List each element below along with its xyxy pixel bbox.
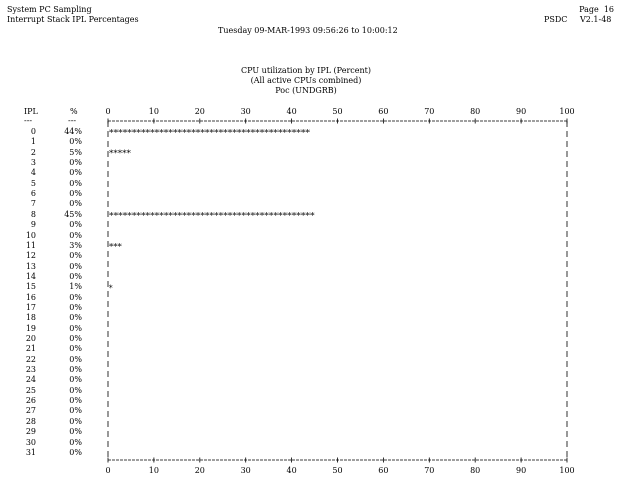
percent-label: 0% (69, 292, 82, 302)
percent-label: 3% (69, 240, 82, 250)
date-range: Tuesday 09-MAR-1993 09:56:26 to 10:00:12 (218, 26, 398, 35)
product-version: V2.1-48 (580, 15, 612, 24)
ipl-label: 22 (25, 354, 36, 364)
ipl-label: 7 (30, 199, 36, 209)
percent-label: 0% (69, 178, 82, 188)
percent-label: 0% (69, 385, 82, 395)
column-sep-percent: --- (68, 116, 77, 125)
bar-ipl-15: * (109, 283, 113, 293)
bottom-tick-label: 0 (105, 466, 111, 475)
top-tick-label: 100 (559, 107, 575, 116)
ipl-label: 17 (25, 302, 36, 312)
top-tick-label: 50 (332, 107, 343, 116)
bottom-tick-label: 20 (194, 466, 205, 475)
ipl-label: 28 (25, 416, 36, 426)
percent-label: 0% (69, 365, 82, 375)
ipl-label: 31 (25, 447, 36, 457)
percent-label: 0% (69, 334, 82, 343)
bottom-tick-label: 70 (424, 466, 435, 475)
percent-label: 0% (69, 271, 82, 281)
top-tick-label: 70 (424, 107, 435, 116)
bottom-tick-label: 30 (240, 466, 251, 475)
bar-ipl-11: *** (109, 242, 122, 252)
ipl-label: 29 (25, 427, 36, 437)
percent-label: 0% (69, 199, 82, 209)
ipl-label: 15 (25, 282, 36, 292)
percent-label: 0% (69, 137, 82, 147)
percent-label: 0% (69, 323, 82, 333)
ipl-label: 6 (30, 189, 36, 199)
product-name: PSDC (544, 15, 568, 24)
top-tick-label: 30 (240, 107, 251, 116)
chart-subtitle-2: Poc (UNDGRB) (275, 86, 337, 95)
percent-label: 5% (69, 147, 82, 157)
chart-subtitle: (All active CPUs combined) (250, 76, 362, 85)
bottom-tick-label: 90 (516, 466, 527, 475)
ipl-label: 25 (25, 385, 36, 395)
percent-label: 0% (69, 396, 82, 406)
percent-label: 0% (69, 427, 82, 437)
ipl-label: 19 (25, 323, 36, 333)
percent-label: 0% (69, 158, 82, 168)
top-tick-label: 10 (148, 107, 159, 116)
percent-label: 0% (69, 302, 82, 312)
ipl-label: 30 (25, 437, 36, 447)
top-tick-label: 90 (516, 107, 527, 116)
bottom-tick-label: 60 (378, 466, 389, 475)
percent-label: 0% (69, 447, 82, 457)
chart-title: CPU utilization by IPL (Percent) (241, 66, 371, 75)
top-tick-label: 40 (286, 107, 297, 116)
ipl-label: 4 (30, 168, 36, 178)
bottom-tick-label: 10 (148, 466, 159, 475)
percent-label: 0% (69, 261, 82, 271)
column-label-percent: % (70, 107, 78, 116)
percent-label: 44% (64, 127, 82, 136)
bottom-tick-label: 100 (559, 466, 575, 475)
ipl-label: 26 (25, 396, 36, 406)
column-sep-ipl: --- (24, 116, 33, 125)
percent-label: 0% (69, 230, 82, 240)
ipl-label: 13 (25, 261, 36, 271)
ipl-label: 11 (25, 240, 36, 250)
percent-label: 0% (69, 354, 82, 364)
ipl-label: 16 (25, 292, 36, 302)
ipl-label: 24 (25, 375, 36, 385)
top-tick-label: 0 (105, 107, 111, 116)
percent-label: 0% (69, 375, 82, 385)
bottom-tick-label: 80 (470, 466, 481, 475)
page-number: Page 16 (579, 5, 614, 14)
report-subtitle-label: Interrupt Stack IPL Percentages (7, 15, 139, 24)
ipl-label: 14 (25, 271, 36, 281)
ipl-label: 0 (30, 127, 36, 136)
percent-label: 0% (69, 189, 82, 199)
ipl-label: 3 (30, 158, 36, 168)
report-system-label: System PC Sampling (7, 5, 92, 14)
bar-ipl-0: ******************************************** (109, 128, 310, 138)
ipl-label: 18 (25, 313, 36, 323)
ipl-label: 12 (25, 251, 36, 261)
ipl-label: 5 (30, 178, 36, 188)
ipl-label: 2 (30, 147, 36, 157)
percent-label: 0% (69, 437, 82, 447)
percent-label: 0% (69, 220, 82, 230)
top-tick-label: 20 (194, 107, 205, 116)
percent-label: 0% (69, 168, 82, 178)
percent-label: 0% (69, 416, 82, 426)
ipl-label: 1 (30, 137, 36, 147)
bottom-tick-label: 40 (286, 466, 297, 475)
ipl-label: 8 (30, 209, 36, 219)
ipl-label: 20 (25, 334, 36, 343)
percent-label: 0% (69, 344, 82, 354)
percent-label: 45% (64, 209, 82, 219)
percent-label: 0% (69, 251, 82, 261)
ipl-label: 21 (25, 344, 36, 354)
ipl-label: 23 (25, 365, 36, 375)
bar-ipl-2: ***** (109, 149, 131, 159)
percent-label: 0% (69, 313, 82, 323)
top-tick-label: 80 (470, 107, 481, 116)
ipl-label: 9 (30, 220, 36, 230)
bottom-tick-label: 50 (332, 466, 343, 475)
ipl-label: 10 (25, 230, 36, 240)
bar-ipl-8: ********************************************* (109, 211, 315, 221)
ipl-label: 27 (25, 406, 36, 416)
top-tick-label: 60 (378, 107, 389, 116)
percent-label: 0% (69, 406, 82, 416)
column-label-ipl: IPL (24, 107, 38, 116)
percent-label: 1% (69, 282, 82, 292)
